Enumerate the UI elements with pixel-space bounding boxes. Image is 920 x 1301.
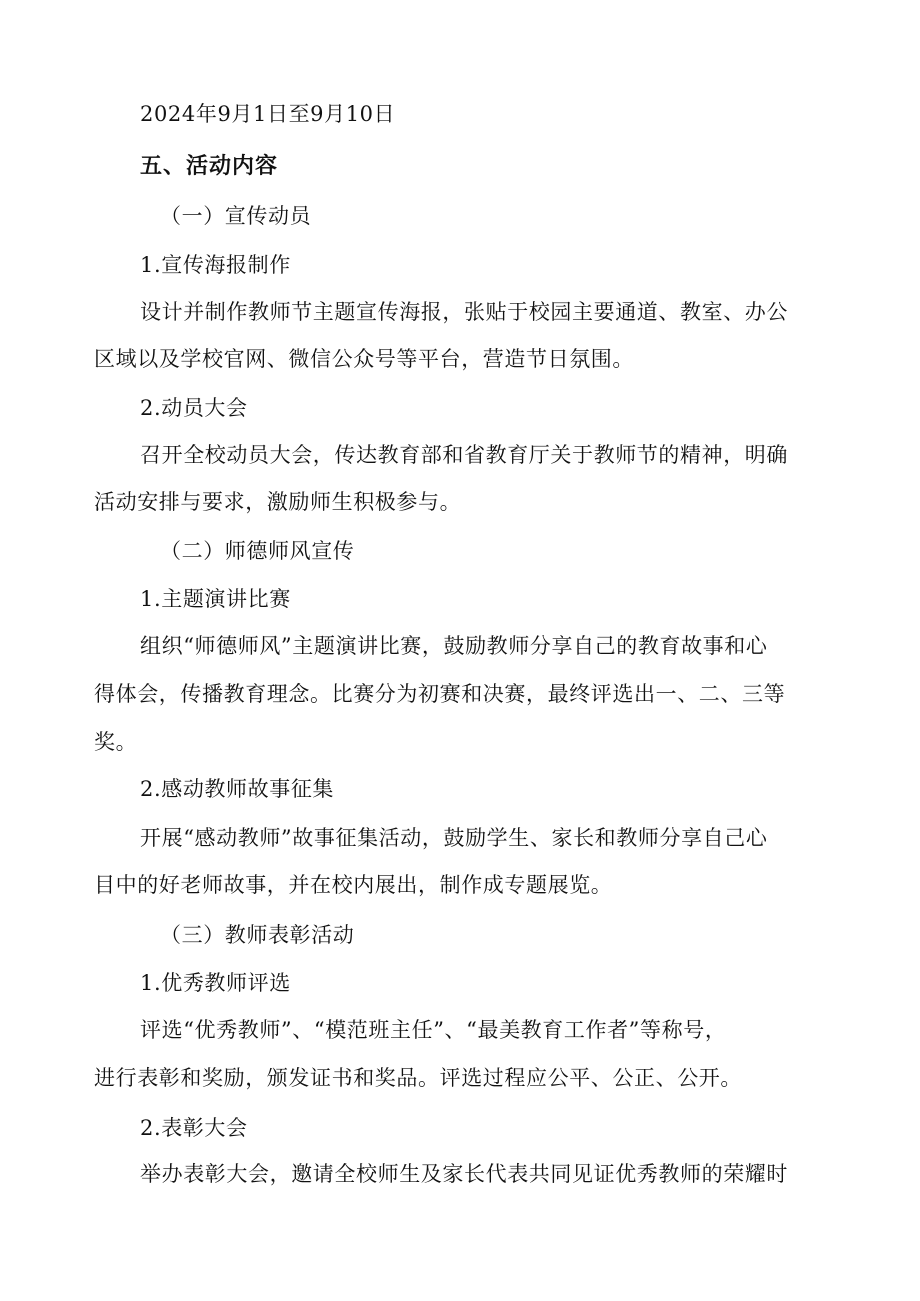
- date-line: 2024年9月1日至9月10日: [140, 102, 396, 126]
- paragraph-line: 目中的好老师故事，并在校内展出，制作成专题展览。: [94, 873, 613, 897]
- item-title: 2.表彰大会: [140, 1116, 248, 1140]
- subsection-title-2: （二）师德师风宣传: [160, 539, 355, 563]
- item-title: 2.感动教师故事征集: [140, 777, 335, 801]
- paragraph-line: 召开全校动员大会，传达教育部和省教育厅关于教师节的精神，明确: [140, 443, 788, 467]
- paragraph-line: 区域以及学校官网、微信公众号等平台，营造节日氛围。: [94, 347, 634, 371]
- subsection-title-3: （三）教师表彰活动: [160, 923, 355, 947]
- item-title: 1.主题演讲比赛: [140, 587, 291, 611]
- paragraph-line: 奖。: [94, 730, 138, 754]
- section-title: 五、活动内容: [140, 154, 279, 179]
- paragraph-line: 活动安排与要求，激励师生积极参与。: [94, 490, 462, 514]
- paragraph-line: 得体会，传播教育理念。比赛分为初赛和决赛，最终评选出一、二、三等: [94, 682, 786, 706]
- paragraph-line: 设计并制作教师节主题宣传海报，张贴于校园主要通道、教室、办公: [140, 300, 788, 324]
- paragraph-line: 举办表彰大会，邀请全校师生及家长代表共同见证优秀教师的荣耀时: [140, 1162, 788, 1186]
- item-title: 2.动员大会: [140, 396, 248, 420]
- paragraph-line: 评选“优秀教师”、“模范班主任”、“最美教育工作者”等称号，: [140, 1018, 727, 1042]
- item-title: 1.宣传海报制作: [140, 253, 291, 277]
- subsection-title-1: （一）宣传动员: [160, 204, 312, 228]
- paragraph-line: 进行表彰和奖励，颁发证书和奖品。评选过程应公平、公正、公开。: [94, 1066, 742, 1090]
- paragraph-line: 组织“师德师风”主题演讲比赛，鼓励教师分享自己的教育故事和心: [140, 634, 768, 658]
- paragraph-line: 开展“感动教师”故事征集活动，鼓励学生、家长和教师分享自己心: [140, 826, 768, 850]
- item-title: 1.优秀教师评选: [140, 971, 291, 995]
